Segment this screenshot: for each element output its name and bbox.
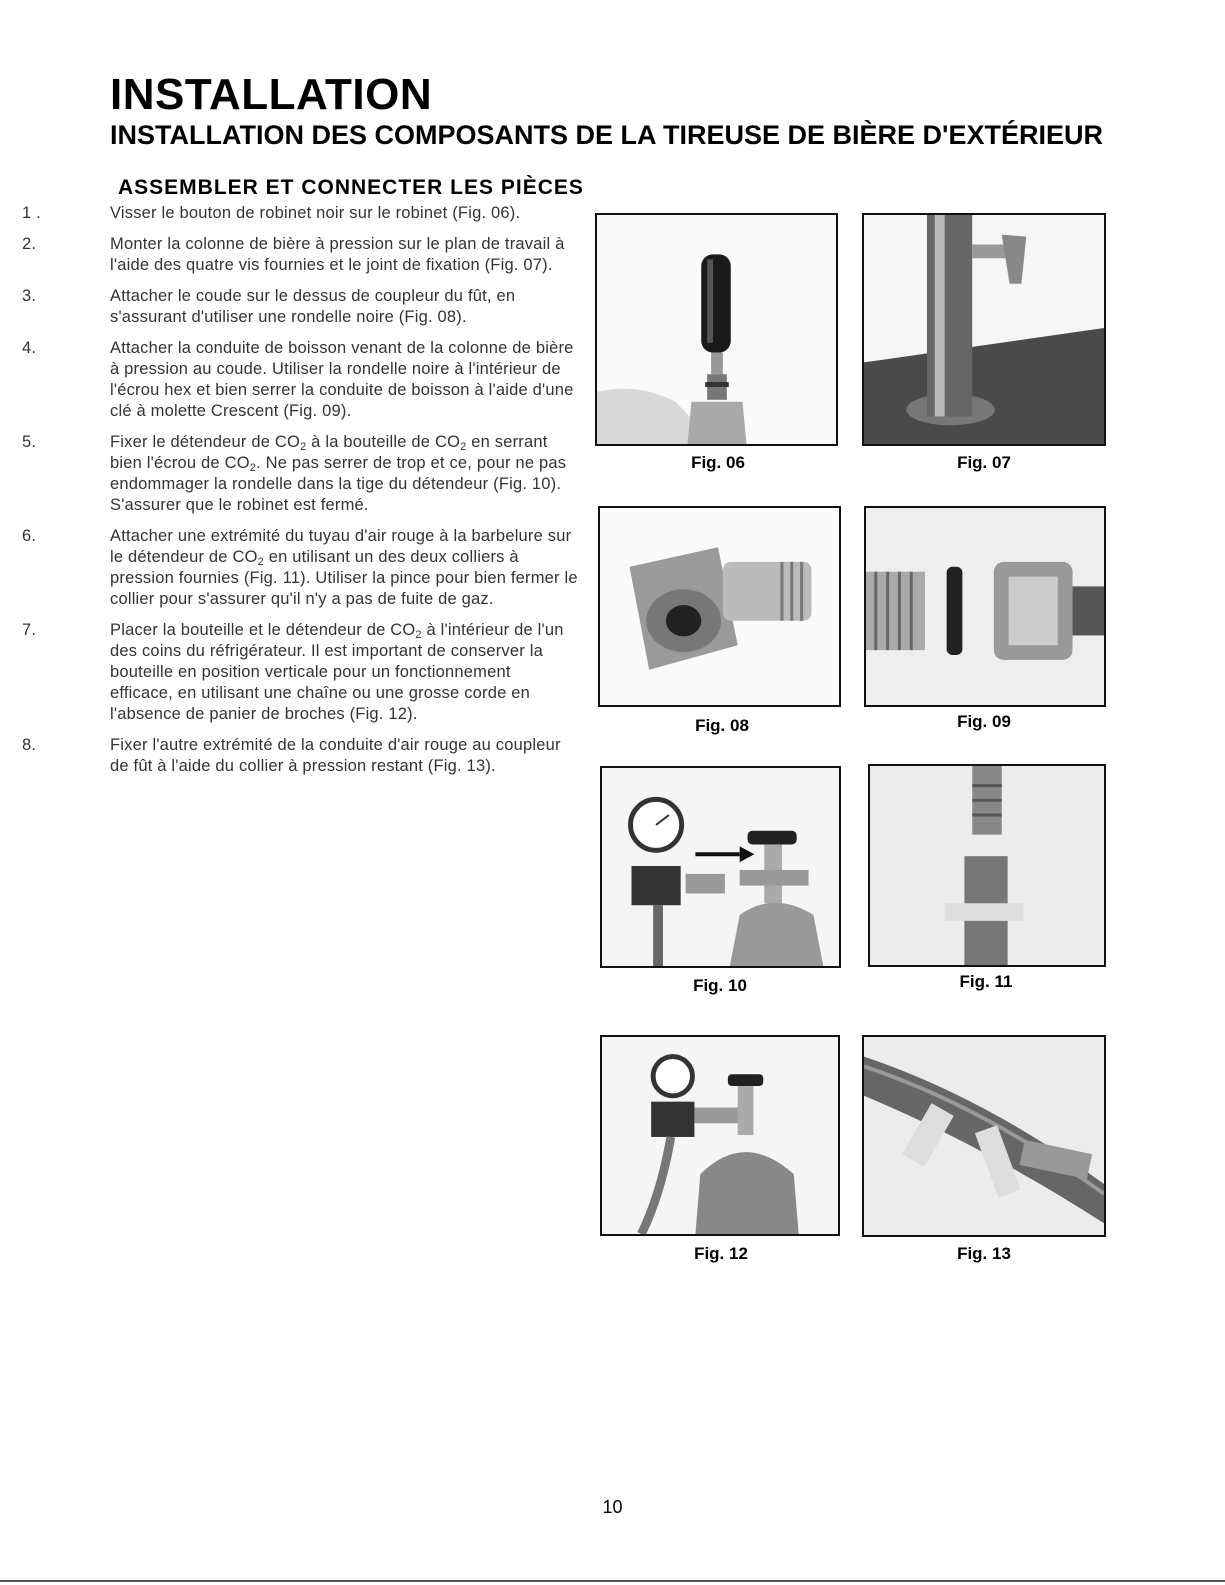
figure-09-caption: Fig. 09	[957, 712, 1011, 731]
step-text: Visser le bouton de robinet noir sur le robinet (Fig. 06).	[110, 204, 521, 222]
instruction-step	[8, 735, 578, 777]
step-number: 3.	[22, 287, 37, 305]
page-number: 10	[602, 1497, 623, 1517]
step-text: Monter la colonne de bière à pression sur le plan de travail à l'aide des quatre vis fournies et le joint de fixation (Fig. 07).	[110, 235, 565, 274]
step-text: Attacher la conduite de boisson venant de la colonne de bière à pression au coude. Utiliser la rondelle noire à l'intérieur de l'écrou hex et bien serrer la conduite de boisson à l'aide d'une clé à molette Crescent (Fig. 09).	[110, 339, 574, 420]
step-text: Fixer le détendeur de $CO_2$ à la bouteille de $CO_2$ en serrant bien l'écrou de $CO_2$. Ne pas serrer de trop et ce, pour ne pas endommager la rondelle dans la tige du détendeur (Fig. 10). S'assurer que le robinet est fermé.	[110, 433, 567, 514]
figure-12-assembled-regulator	[600, 1035, 840, 1236]
figure-10-regulator-bottle	[600, 766, 841, 968]
figure-11-caption: Fig. 11	[959, 972, 1013, 991]
figure-11-air-hose-clamp	[868, 764, 1106, 967]
figure-13-caption: Fig. 13	[957, 1244, 1011, 1263]
figure-12-caption: Fig. 12	[694, 1244, 748, 1263]
figure-07-caption: Fig. 07	[957, 453, 1011, 472]
step-number: 7.	[22, 621, 37, 639]
step-number: 2.	[22, 235, 37, 253]
instruction-step	[8, 526, 578, 610]
step-number: 6.	[22, 527, 37, 545]
instruction-list	[8, 203, 578, 787]
instruction-step	[8, 203, 578, 224]
page-subtitle: INSTALLATION DES COMPOSANTS DE LA TIREUSE DE BIÈRE D'EXTÉRIEUR	[110, 120, 1103, 150]
step-text: Attacher une extrémité du tuyau d'air rouge à la barbelure sur le détendeur de $CO_2$ en utilisant un des deux colliers à pression fournies (Fig. 11). Utiliser la pince pour bien fermer le collier pour s'assurer qu'il n'y a pas de fuite de gaz.	[110, 527, 578, 608]
figure-08-elbow	[598, 506, 841, 707]
instruction-step	[8, 620, 578, 725]
step-number: 4.	[22, 339, 37, 357]
bottom-rule	[0, 1580, 1225, 1582]
step-text: Fixer l'autre extrémité de la conduite d'air rouge au coupleur de fût à l'aide du collier à pression restant (Fig. 13).	[110, 736, 561, 775]
instruction-step	[8, 338, 578, 422]
section-heading: ASSEMBLER ET CONNECTER LES PIÈCES	[118, 176, 584, 199]
figure-08-caption: Fig. 08	[695, 716, 749, 735]
step-number: 8.	[22, 736, 37, 754]
figure-09-hex-nut-washer	[864, 506, 1106, 707]
step-number: 5.	[22, 433, 37, 451]
step-text: Attacher le coude sur le dessus de coupleur du fût, en s'assurant d'utiliser une rondelle noire (Fig. 08).	[110, 287, 516, 326]
step-text: Placer la bouteille et le détendeur de $CO_2$ à l'intérieur de l'un des coins du réfrigérateur. Il est important de conserver la bouteille en position verticale pour un fonctionnement efficace, en utilisant une chaîne ou une grosse corde en l'absence de panier de broches (Fig. 12).	[110, 621, 564, 723]
figure-10-caption: Fig. 10	[693, 976, 747, 995]
figure-06-caption: Fig. 06	[691, 453, 745, 472]
figure-06-tap-handle	[595, 213, 838, 446]
instruction-step	[8, 234, 578, 276]
figure-07-beer-column	[862, 213, 1106, 446]
step-number: 1 .	[22, 204, 41, 222]
instruction-step	[8, 286, 578, 328]
instruction-step	[8, 432, 578, 516]
page-title: INSTALLATION	[110, 70, 433, 119]
figure-13-hose-coupler	[862, 1035, 1106, 1237]
